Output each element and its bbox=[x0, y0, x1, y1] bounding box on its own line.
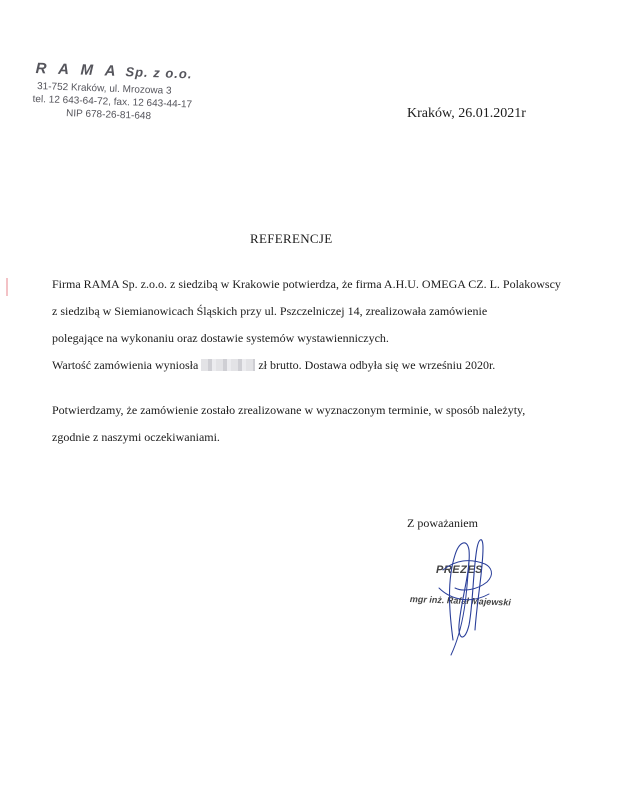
place-date: Kraków, 26.01.2021r bbox=[407, 106, 526, 121]
signature-stamp-name: mgr inż. Rafał Majewski bbox=[409, 594, 511, 608]
order-value-label: Wartość zamówienia wyniosła bbox=[52, 358, 199, 372]
paragraph-1-line-1: Firma RAMA Sp. z.o.o. z siedzibą w Krakowie potwierdza, że firma A.H.U. OMEGA CZ. L. Polakowscy bbox=[52, 277, 561, 291]
scan-edge-mark bbox=[6, 278, 8, 296]
order-value-rest: zł brutto. Dostawa odbyła się we wrześniu 2020r. bbox=[258, 358, 496, 372]
handwritten-signature bbox=[425, 530, 505, 660]
signature-stamp-title: PREZES bbox=[436, 564, 484, 576]
company-stamp bbox=[34, 60, 194, 124]
company-stamp-address: 31-752 Kraków, ul. Mrozowa 3 bbox=[36, 81, 172, 97]
company-stamp-name: R A M A Sp. z o.o. bbox=[35, 60, 193, 82]
paragraph-2-line-2: zgodnie z naszymi oczekiwaniami. bbox=[52, 430, 220, 444]
document-title: REFERENCJE bbox=[250, 231, 333, 246]
closing-greeting: Z poważaniem bbox=[407, 516, 478, 530]
paragraph-2-line-1: Potwierdzamy, że zamówienie zostało zrealizowane w wyznaczonym terminie, w sposób należyty, bbox=[52, 403, 526, 417]
company-stamp-nip: NIP 678-26-81-648 bbox=[65, 108, 152, 123]
company-stamp-phone: tel. 12 643-64-72, fax. 12 643-44-17 bbox=[32, 93, 193, 111]
paragraph-1-line-4 bbox=[52, 358, 495, 373]
paragraph-1-line-2: z siedzibą w Siemianowicach Śląskich przy ul. Pszczelniczej 14, zrealizowała zamówienie bbox=[52, 304, 488, 318]
redacted-amount bbox=[201, 359, 255, 371]
paragraph-1-line-3: polegające na wykonaniu oraz dostawie systemów wystawienniczych. bbox=[52, 331, 389, 345]
company-stamp-suffix: Sp. z o.o. bbox=[125, 64, 193, 82]
